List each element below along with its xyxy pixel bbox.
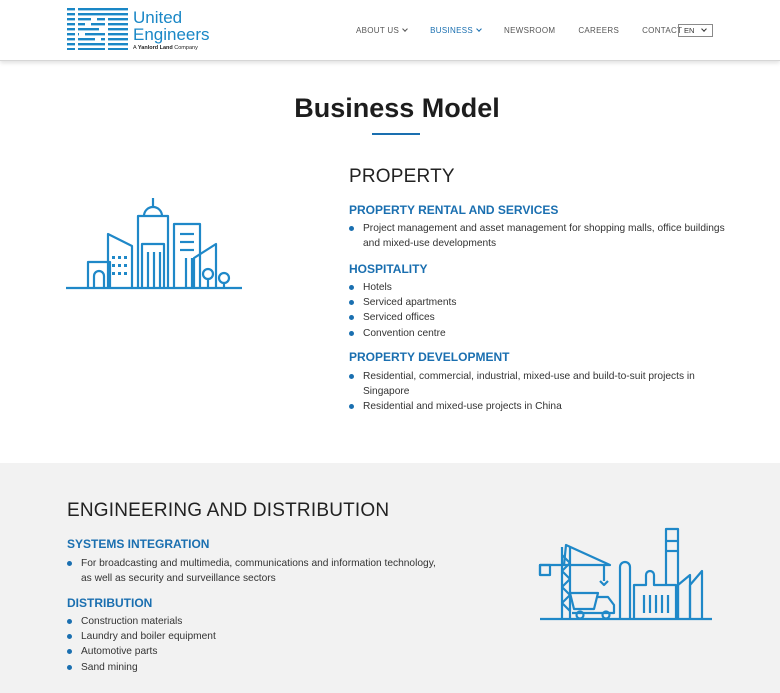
nav-label: NEWSROOM	[504, 26, 556, 35]
chevron-down-icon	[402, 26, 408, 32]
site-header	[0, 0, 780, 61]
page-title: Business Model	[294, 93, 500, 123]
logo-name-line2: Engineers	[133, 25, 210, 44]
systems-integration-title: SYSTEMS INTEGRATION	[67, 537, 210, 551]
list-item: Project management and asset management for shopping malls, office buildings and mixed-use developments	[349, 221, 729, 251]
distribution-list	[67, 614, 447, 675]
property-development-list	[349, 369, 729, 415]
list-item: Serviced apartments	[349, 295, 729, 310]
nav-label: CONTACT	[642, 26, 683, 35]
list-item: Construction materials	[67, 614, 447, 629]
logo-stripes-icon	[67, 8, 128, 50]
list-item: Residential, commercial, industrial, mixed-use and build-to-suit projects in Singapore	[349, 369, 729, 399]
nav-item-business[interactable]	[430, 26, 481, 35]
nav-label: BUSINESS	[430, 26, 474, 35]
logo-tagline-suffix: Company	[174, 45, 198, 51]
language-select[interactable]	[678, 24, 713, 37]
crane-factory-icon	[536, 525, 714, 623]
language-value: EN	[684, 26, 695, 35]
logo-name-line1: United	[133, 8, 183, 27]
systems-integration-list	[67, 556, 447, 586]
logo-wordmark	[133, 9, 210, 43]
nav-item-contact[interactable]	[642, 26, 682, 35]
list-item: For broadcasting and multimedia, communications and information technology, as well as security and surveillance sectors	[67, 556, 447, 586]
main-nav	[356, 26, 682, 35]
chevron-down-icon	[701, 26, 707, 32]
company-logo[interactable]	[67, 8, 210, 54]
property-rental-list	[349, 221, 729, 251]
distribution-title: DISTRIBUTION	[67, 596, 153, 610]
nav-item-careers[interactable]	[578, 26, 619, 35]
chevron-down-icon	[476, 26, 482, 32]
logo-tagline-brand: Yanlord Land	[137, 45, 173, 51]
engineering-heading: ENGINEERING AND DISTRIBUTION	[67, 500, 390, 521]
list-item: Convention centre	[349, 326, 729, 341]
logo-tagline-prefix: A	[133, 45, 137, 51]
property-heading: PROPERTY	[349, 166, 455, 187]
list-item: Laundry and boiler equipment	[67, 629, 447, 644]
hospitality-title: HOSPITALITY	[349, 262, 428, 276]
list-item: Hotels	[349, 280, 729, 295]
list-item: Serviced offices	[349, 310, 729, 325]
property-rental-title: PROPERTY RENTAL AND SERVICES	[349, 203, 559, 217]
city-buildings-icon	[66, 194, 244, 292]
nav-label: CAREERS	[578, 26, 620, 35]
list-item: Sand mining	[67, 660, 447, 675]
title-underline	[372, 133, 420, 135]
hospitality-list	[349, 280, 729, 341]
list-item: Automotive parts	[67, 644, 447, 659]
nav-item-about-us[interactable]	[356, 26, 407, 35]
logo-tagline	[133, 45, 198, 51]
property-development-title: PROPERTY DEVELOPMENT	[349, 350, 510, 364]
nav-label: ABOUT US	[356, 26, 400, 35]
nav-item-newsroom[interactable]	[504, 26, 555, 35]
list-item: Residential and mixed-use projects in China	[349, 399, 729, 414]
